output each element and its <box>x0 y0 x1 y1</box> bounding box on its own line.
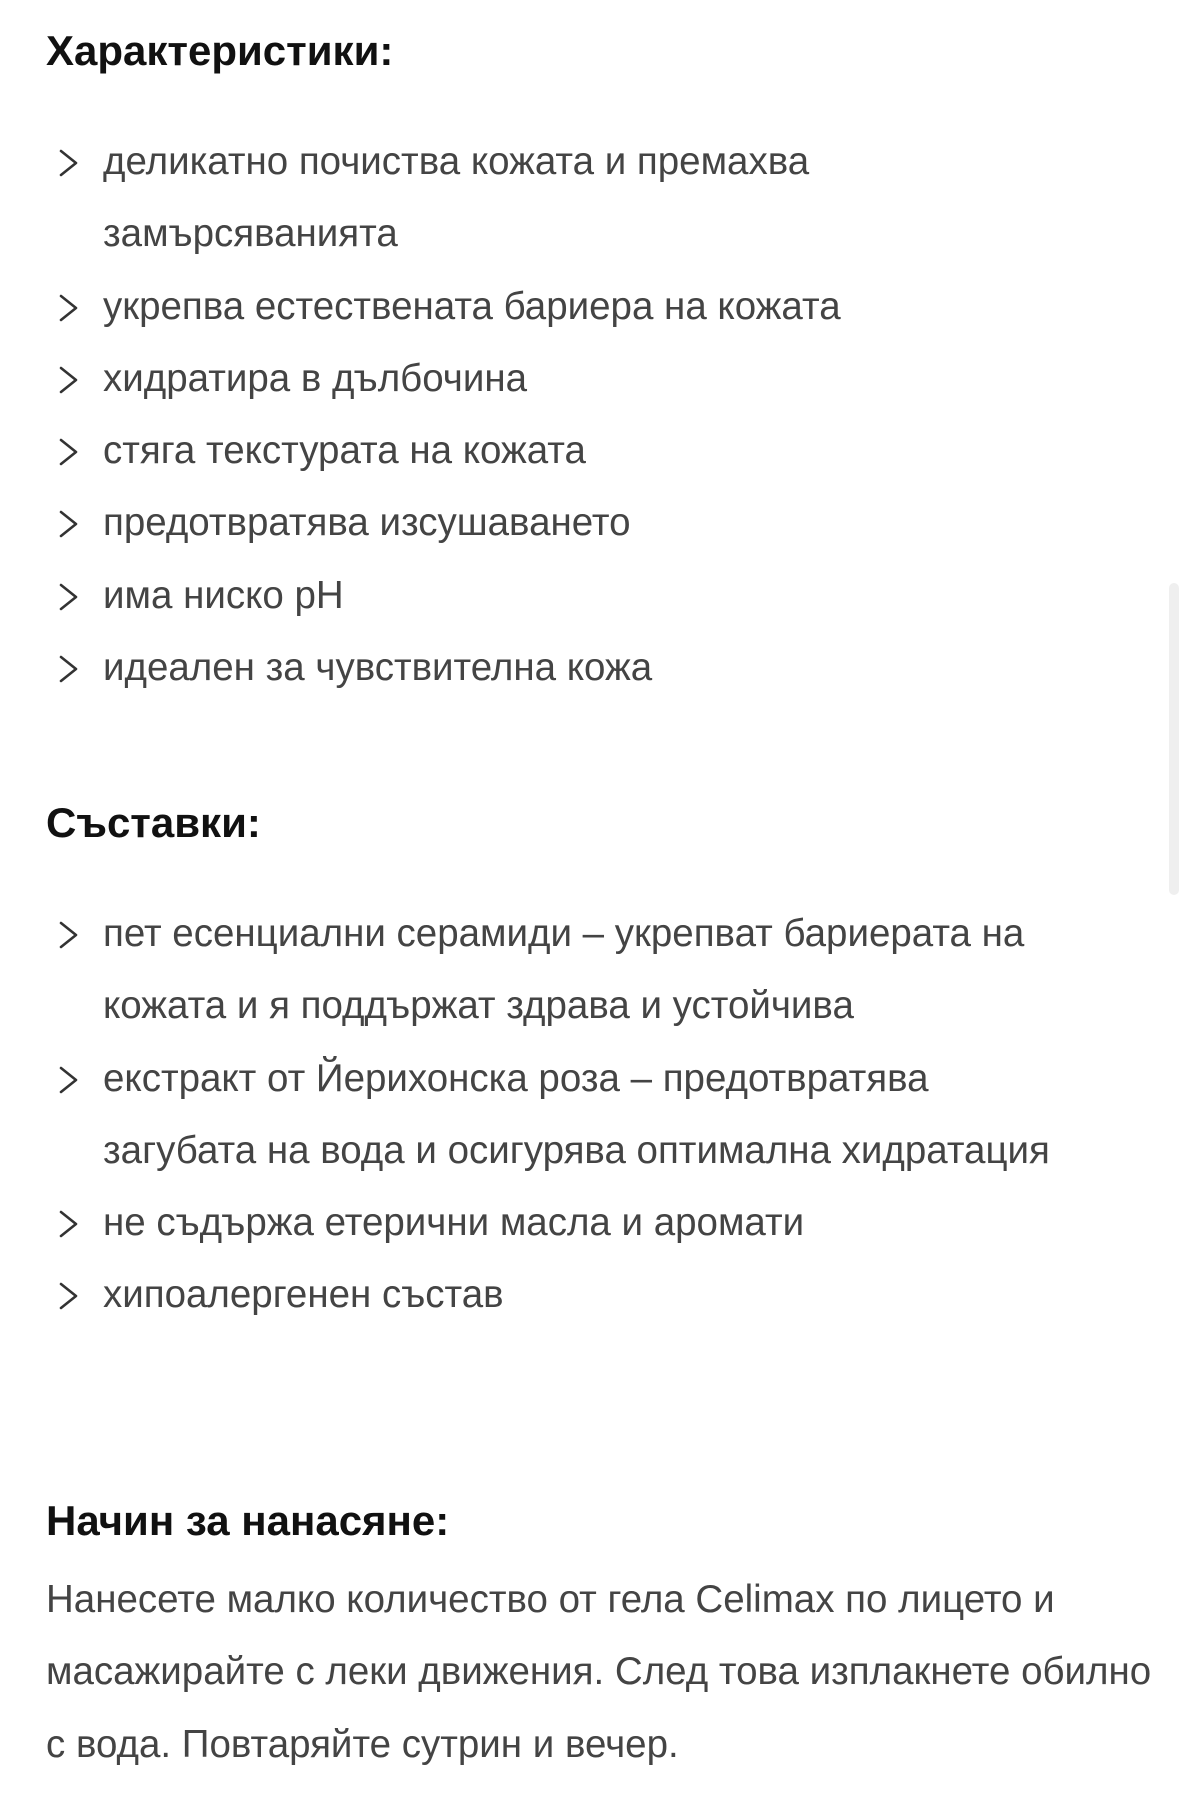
chevron-right-icon <box>56 1065 82 1095</box>
chevron-right-icon <box>56 293 82 323</box>
feature-item <box>0 560 1179 632</box>
feature-item-text: стяга текстурата на кожата <box>103 429 586 473</box>
chevron-right-icon <box>56 509 82 539</box>
chevron-right-icon <box>56 920 82 950</box>
chevron-right-icon <box>56 582 82 612</box>
feature-item-text: хидратира в дълбочина <box>103 356 528 400</box>
usage-text: Нанесете малко количество от гела Celimax по лицето и масажирайте с леки движения. След това изплакнете обилно с вода. Повтаряйте сутрин и вечер. <box>46 1578 1152 1766</box>
features-title: Характеристики: <box>46 27 394 74</box>
usage-title: Начин за нанасяне: <box>46 1497 450 1544</box>
ingredient-item-text: екстракт от Йерихонска роза – предотвратява загубата на вода и осигурява оптимална хидратация <box>103 1056 1050 1172</box>
features-list <box>0 126 1179 704</box>
chevron-right-icon <box>56 365 82 395</box>
ingredient-item-text: хипоалергенен състав <box>103 1273 504 1317</box>
ingredient-item <box>0 1259 1179 1331</box>
chevron-right-icon <box>56 1281 82 1311</box>
ingredient-item-text: пет есенциални серамиди – укрепват бариерата на кожата и я поддържат здрава и устойчива <box>103 912 1025 1028</box>
ingredients-title: Съставки: <box>46 799 261 846</box>
feature-item-text: предотвратява изсушаването <box>103 501 631 545</box>
feature-item-text: има ниско pH <box>103 573 344 617</box>
ingredient-item <box>0 1187 1179 1259</box>
feature-item-text: деликатно почиства кожата и премахва замърсяванията <box>103 140 810 256</box>
feature-item <box>0 632 1179 704</box>
feature-item <box>0 343 1179 415</box>
feature-item <box>0 271 1179 343</box>
chevron-right-icon <box>56 148 82 178</box>
feature-item <box>0 415 1179 487</box>
scrollbar[interactable] <box>1169 583 1179 895</box>
chevron-right-icon <box>56 654 82 684</box>
feature-item <box>0 126 1179 271</box>
chevron-right-icon <box>56 1209 82 1239</box>
chevron-right-icon <box>56 437 82 467</box>
ingredient-item <box>0 898 1179 1043</box>
feature-item-text: укрепва естествената бариера на кожата <box>103 284 841 328</box>
ingredient-item-text: не съдържа етерични масла и аромати <box>103 1201 805 1245</box>
ingredients-list <box>0 898 1179 1332</box>
feature-item-text: идеален за чувствителна кожа <box>103 646 653 690</box>
feature-item <box>0 487 1179 559</box>
ingredient-item <box>0 1043 1179 1188</box>
